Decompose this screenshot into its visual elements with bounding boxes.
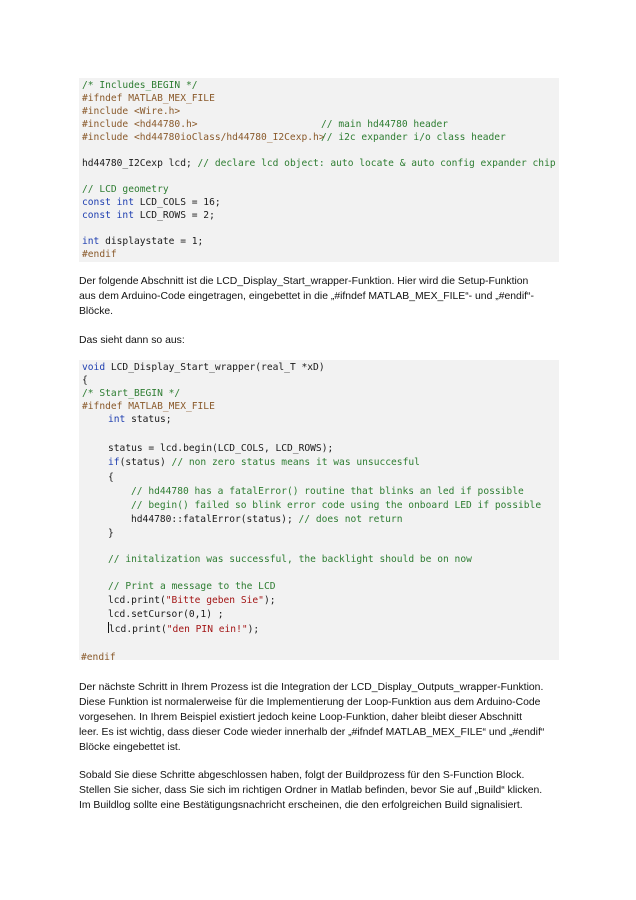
text-line: Der folgende Abschnitt ist die LCD_Display_Start_wrapper-Funktion. Hier wird die Setup-Funktion (79, 276, 529, 287)
text-line: Blöcke eingebettet ist. (79, 742, 181, 753)
code-token: lcd.print( (108, 595, 166, 606)
text-line: Im Buildlog sollte eine Bestätigungsnachricht erscheinen, die den erfolgreichen Build signalisiert. (79, 800, 523, 811)
code-line (108, 413, 172, 426)
code-token: ); (247, 624, 260, 635)
text-line: Sobald Sie diese Schritte abgeschlossen haben, folgt der Buildprozess für den S-Function Block. (79, 770, 525, 781)
code-token: LCD_Display_Start_wrapper(real_T *xD) (105, 362, 325, 373)
code-block-start-wrapper (79, 360, 559, 660)
code-block-includes (79, 78, 559, 262)
code-token: void (82, 362, 106, 373)
code-line-endif: #endif (81, 652, 116, 663)
code-line (82, 196, 221, 209)
code-line (82, 235, 203, 248)
code-line: // LCD geometry (82, 184, 169, 195)
text-line: Diese Funktion ist normalerweise für die Implementierung der Loop-Funktion aus dem Arduino-Code (79, 697, 541, 708)
code-line (131, 513, 402, 526)
text-line: Der nächste Schritt in Ihrem Prozess ist die Integration der LCD_Display_Outputs_wrapper-Funktion. (79, 682, 544, 693)
code-token: const int (82, 210, 134, 221)
code-token: status; (125, 414, 172, 425)
code-token: // does not return (298, 514, 403, 525)
code-line (82, 361, 325, 374)
code-token: <Wire.h> (133, 106, 181, 117)
code-token: // non zero status means it was unsuccesful (171, 457, 420, 468)
code-token: <hd44780.h> (133, 119, 198, 130)
paragraph-lead-in (79, 333, 565, 348)
code-token: const int (82, 197, 134, 208)
code-comment: // main hd44780 header (321, 119, 449, 130)
code-token: hd44780::fatalError(status); (131, 514, 299, 525)
code-token: hd44780_I2Cexp lcd; (82, 158, 198, 169)
code-comment: // i2c expander i/o class header (321, 132, 506, 143)
paragraph-outputs-wrapper (79, 680, 565, 755)
code-line: // begin() failed so blink error code using the onboard LED if possible (131, 500, 542, 511)
code-line: #endif (82, 249, 117, 260)
code-line (82, 105, 180, 118)
code-line: // initalization was successful, the backlight should be on now (108, 554, 472, 565)
code-token: int (108, 414, 126, 425)
code-token: LCD_COLS = 16; (133, 197, 221, 208)
code-line (108, 456, 420, 469)
code-token: int (82, 236, 100, 247)
code-line: // hd44780 has a fatalError() routine that blinks an led if possible (131, 486, 524, 497)
paragraph-build (79, 768, 565, 813)
code-token: "Bitte geben Sie" (165, 595, 264, 606)
text-line: leer. Es ist wichtig, dass dieser Code wieder innerhalb der „#ifndef MATLAB_MEX_FILE“ und „#endif“ (79, 727, 545, 738)
code-line: lcd.setCursor(0,1) ; (108, 609, 224, 620)
text-line: Stellen Sie sicher, dass Sie sich im richtigen Ordner in Matlab befinden, bevor Sie auf „Build“ klicken. (79, 785, 543, 796)
code-line: /* Start_BEGIN */ (82, 388, 181, 399)
code-line: #ifndef MATLAB_MEX_FILE (82, 401, 215, 412)
code-token: #include (82, 119, 134, 130)
code-token: <hd44780ioClass/hd44780_I2Cexp.h> (133, 132, 325, 143)
text-line: Blöcke. (79, 306, 114, 317)
code-token: // declare lcd object: auto locate & auto config expander chip (197, 158, 556, 169)
code-line (82, 209, 215, 222)
code-line: status = lcd.begin(LCD_COLS, LCD_ROWS); (108, 443, 334, 454)
code-token: "den PIN ein!" (166, 624, 248, 635)
text-line: aus dem Arduino-Code eingetragen, eingebettet in die „#ifndef MATLAB_MEX_FILE“- und „#endif“- (79, 291, 534, 302)
code-token: lcd.print( (109, 624, 167, 635)
code-token: #include (82, 106, 134, 117)
code-token: displaystate = 1; (99, 236, 204, 247)
code-line: } (108, 528, 114, 539)
code-line (82, 131, 325, 144)
text-line: Das sieht dann so aus: (79, 335, 185, 346)
code-token: LCD_ROWS = 2; (133, 210, 215, 221)
paragraph-intro (79, 274, 565, 319)
code-line (108, 622, 259, 635)
code-token: #include (82, 132, 134, 143)
code-token: if (108, 457, 120, 468)
code-line (82, 118, 198, 131)
code-line: /* Includes_BEGIN */ (82, 80, 198, 91)
code-line (82, 157, 556, 170)
code-line (108, 594, 276, 607)
code-token: ); (263, 595, 276, 606)
code-line: #ifndef MATLAB_MEX_FILE (82, 93, 215, 104)
code-line: { (108, 472, 114, 483)
code-line: { (82, 375, 88, 386)
code-token: (status) (119, 457, 172, 468)
text-line: vorgesehen. In Ihrem Beispiel existiert jedoch keine Loop-Funktion, daher bleibt dieser Abschnitt (79, 712, 523, 723)
code-line: // Print a message to the LCD (108, 581, 276, 592)
